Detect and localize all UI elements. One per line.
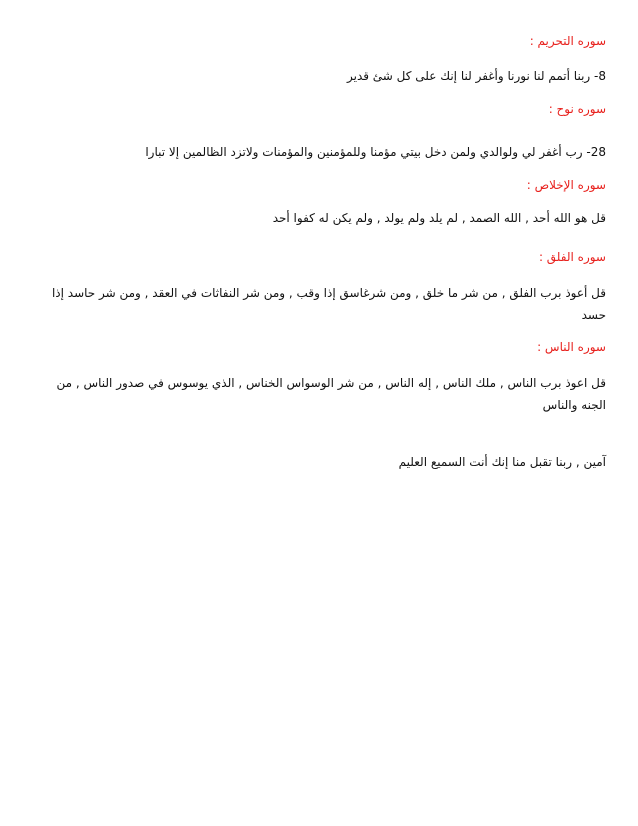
section-heading-nuh: سوره نوح :: [548, 102, 606, 116]
verse-nuh: 28- رب أغفر لي ولوالدي ولمن دخل بيتي مؤمنا وللمؤمنين والمؤمنات ولاتزد الظالمين إلا تبارا: [145, 145, 606, 159]
verse-tahrim: 8- ربنا أتمم لنا نورنا وأغفر لنا إنك على كل شئ قدير: [346, 69, 606, 83]
section-heading-falaq: سوره الفلق :: [538, 250, 606, 264]
section-heading-nas: سوره الناس :: [537, 340, 606, 354]
verse-falaq: قل أعوذ برب الفلق , من شر ما خلق , ومن شرغاسق إذا وقب , ومن شر النفاثات في العقد , ومن شر حاسد إذا حسد: [51, 286, 606, 322]
closing-prayer: آمين , ربنا تقبل منا إنك أنت السميع العليم: [398, 455, 606, 469]
section-heading-tahrim: سوره التحريم :: [529, 34, 606, 48]
verse-nas: قل اعوذ برب الناس , ملك الناس , إله الناس , من شر الوسواس الخناس , الذي يوسوس في صدور الناس , من الجنه والناس: [56, 376, 606, 412]
section-heading-ikhlas: سوره الإخلاص :: [526, 178, 606, 192]
verse-ikhlas: قل هو الله أحد , الله الصمد , لم يلد ولم يولد , ولم يكن له كفوا أحد: [272, 211, 606, 225]
